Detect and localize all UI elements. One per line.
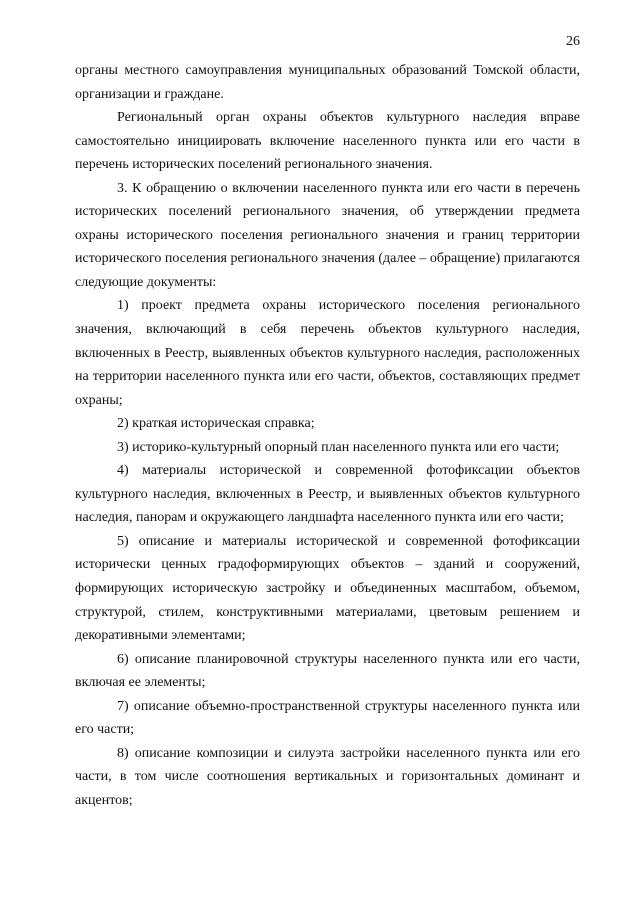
list-item-2: 2) краткая историческая справка; <box>117 416 315 432</box>
document-body <box>75 59 580 813</box>
list-item-6: 6) описание планировочной структуры населенного пункта или его части, включая ее элементы; <box>75 651 580 691</box>
list-item-7: 7) описание объемно-пространственной структуры населенного пункта или его части; <box>75 698 580 738</box>
page-number: 26 <box>566 34 580 49</box>
list-item-5: 5) описание и материалы исторической и современной фотофиксации исторически ценных градоформирующих объектов – зданий и сооружений, формирующих историческую застройку и объединенных масштабом, объемом, структурой, стилем, конструктивными материалами, цветовым решением и декоративными элементами; <box>75 533 580 644</box>
paragraph-item-3: 3. К обращению о включении населенного пункта или его части в перечень исторических поселений регионального значения, об утверждении предмета охраны исторического поселения регионального значения и границ территории исторического поселения регионального значения (далее – обращение) прилагаются следующие документы: <box>75 180 580 290</box>
paragraph-continuation: органы местного самоуправления муниципальных образований Томской области, организации и граждане. <box>75 63 580 102</box>
list-item-3: 3) историко-культурный опорный план населенного пункта или его части; <box>117 439 560 455</box>
list-item-1: 1) проект предмета охраны исторического поселения регионального значения, включающий в себя перечень объектов культурного наследия, включенных в Реестр, выявленных объектов культурного наследия, расположенных на территории населенного пункта или его части, объектов, составляющих предмет охраны; <box>75 298 580 408</box>
list-item-4: 4) материалы исторической и современной фотофиксации объектов культурного наследия, включенных в Реестр, и выявленных объектов культурного наследия, панорам и окружающего ландшафта населенного пункта или его части; <box>75 463 580 526</box>
paragraph-regional-body: Региональный орган охраны объектов культурного наследия вправе самостоятельно инициировать включение населенного пункта или его части в перечень исторических поселений регионального значения. <box>75 110 580 173</box>
list-item-8: 8) описание композиции и силуэта застройки населенного пункта или его части, в том числе соотношения вертикальных и горизонтальных доминант и акцентов; <box>75 745 580 808</box>
